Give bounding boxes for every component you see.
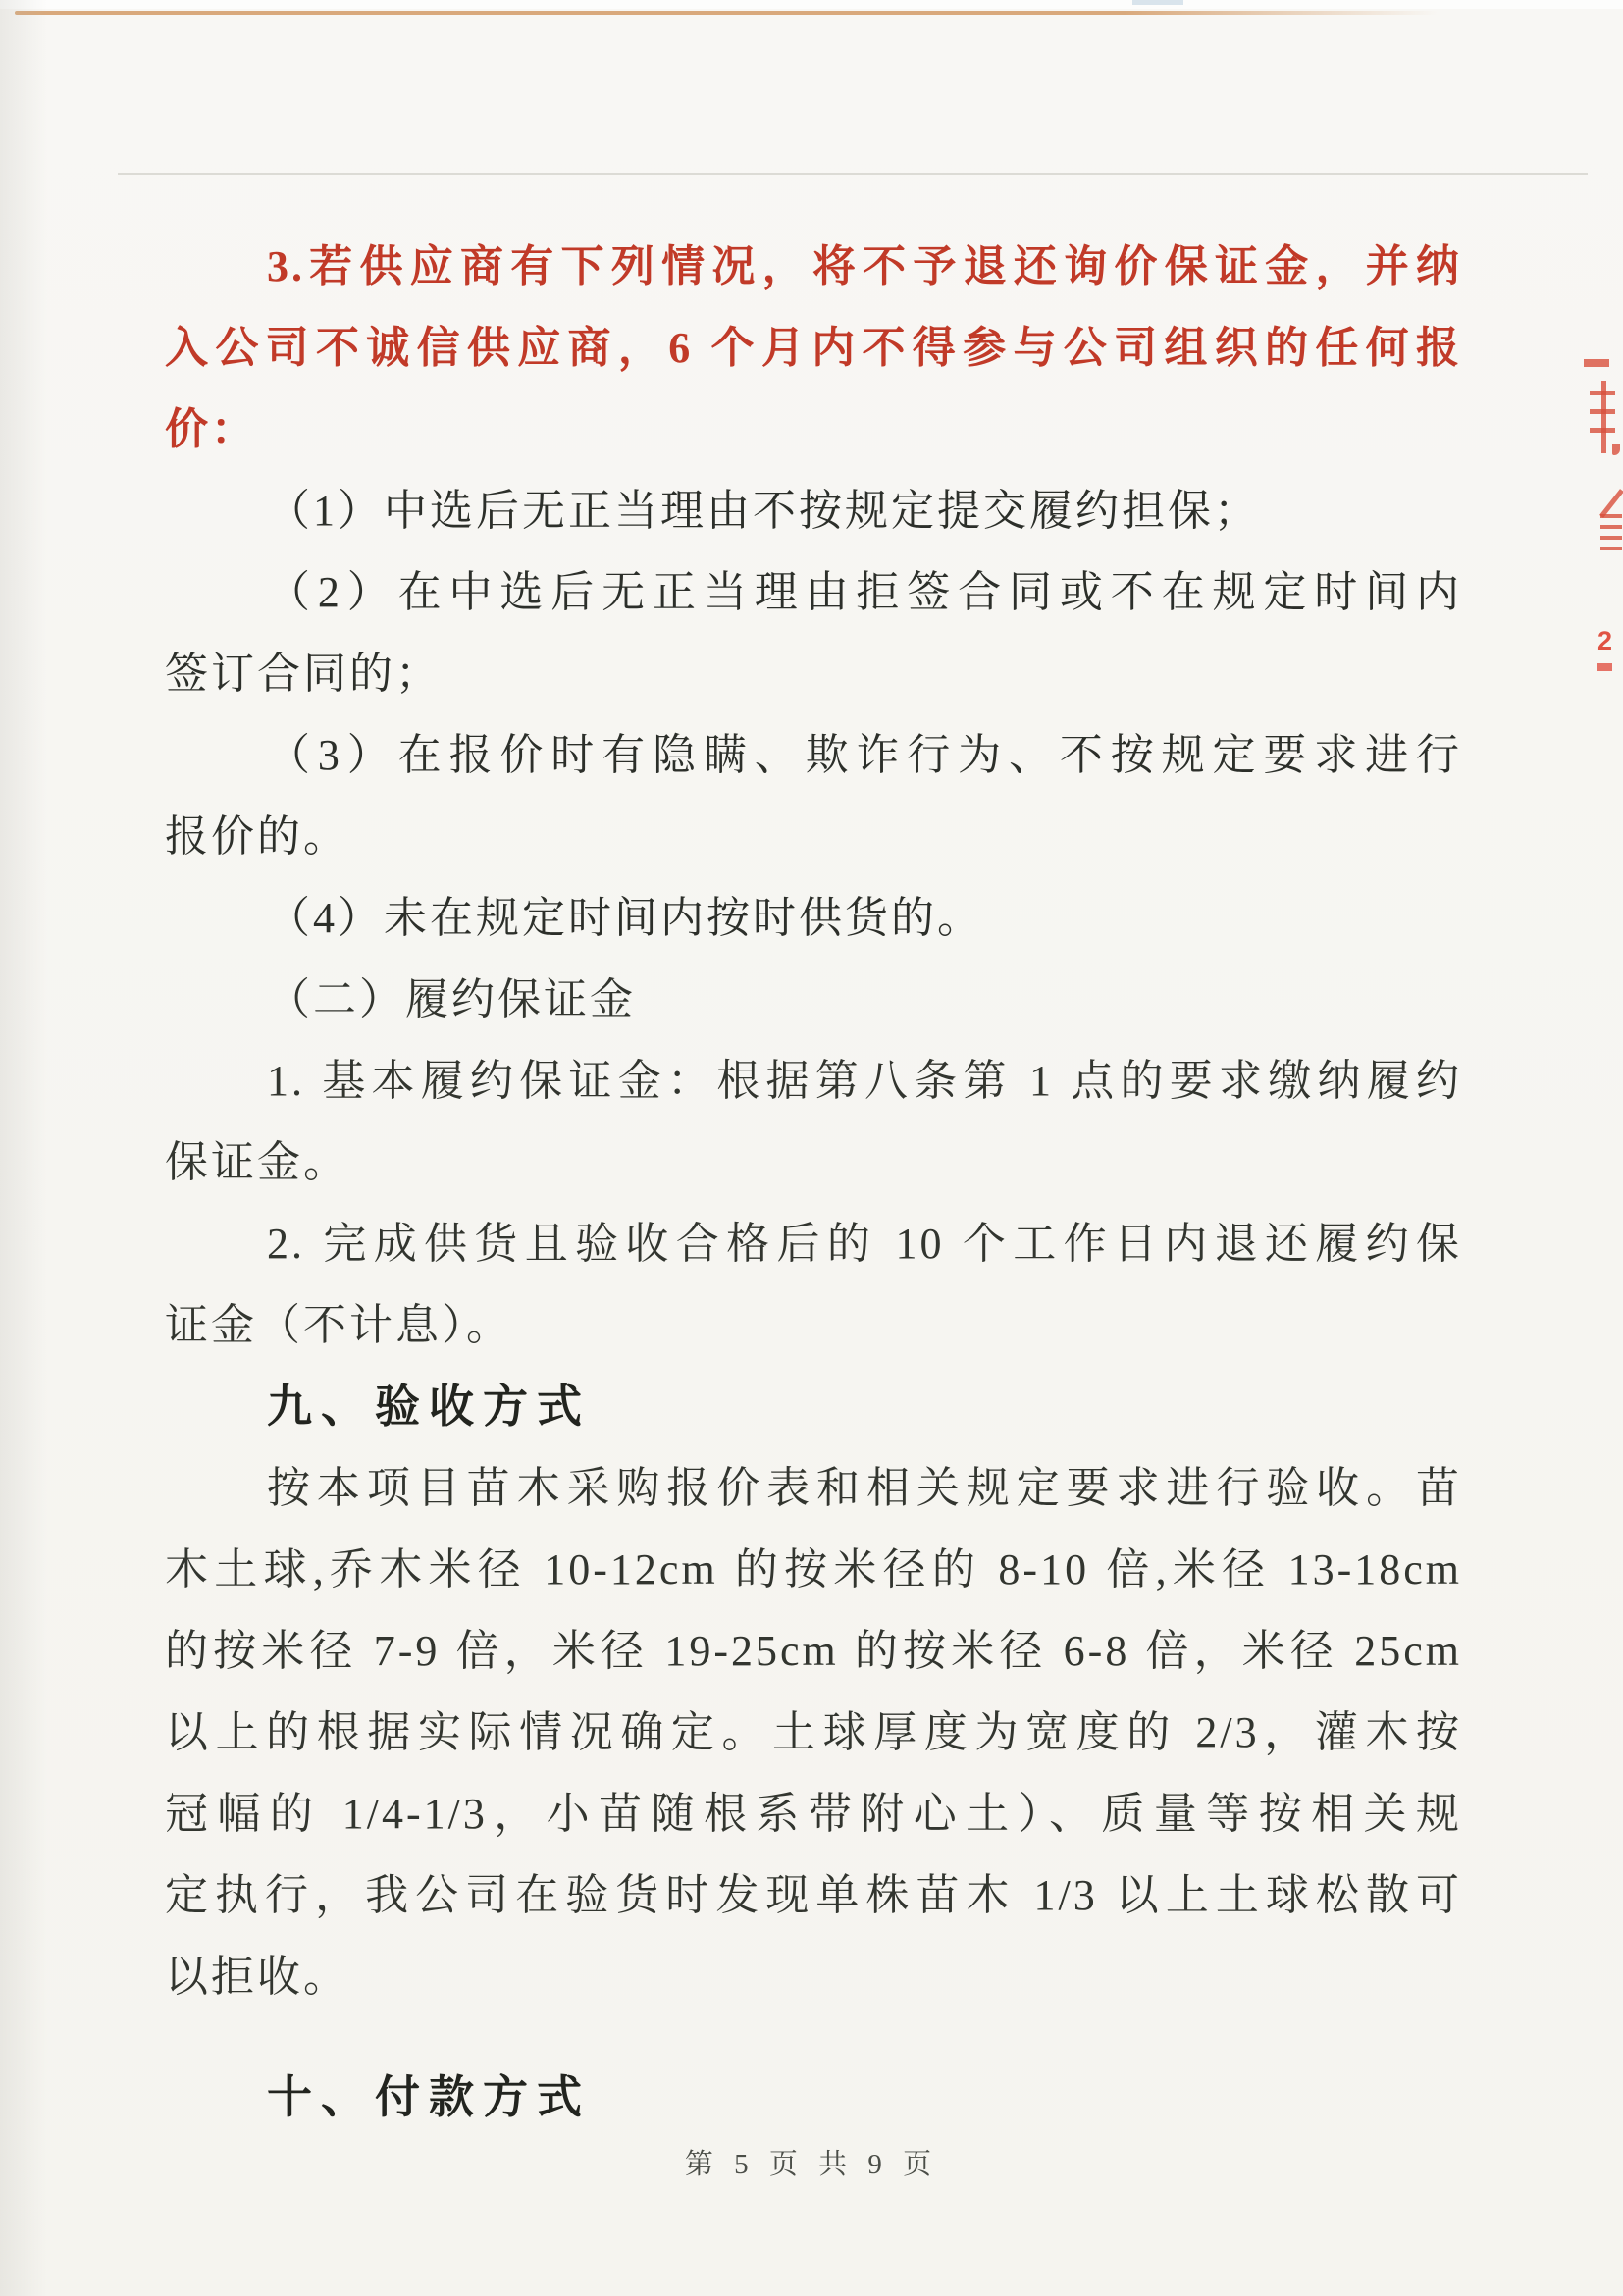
text-line: 冠幅的 1/4-1/3，小苗随根系带附心土）、质量等按相关规 xyxy=(165,1790,1462,1838)
scan-edge-shadow xyxy=(0,0,47,2296)
text-line: 证金（不计息）。 xyxy=(165,1301,512,1349)
text-line: 2. 完成供货且验收合格后的 10 个工作日内退还履约保 xyxy=(267,1220,1462,1268)
text-line: 的按米径 7-9 倍，米径 19-25cm 的按米径 6-8 倍，米径 25cm xyxy=(165,1627,1462,1675)
list-item-2: （2）在中选后无正当理由拒签合同或不在规定时间内 xyxy=(267,568,1462,616)
red-seal-fragment-icon xyxy=(1582,357,1623,459)
text-line: 保证金。 xyxy=(165,1138,349,1186)
text-line: 按本项目苗木采购报价表和相关规定要求进行验收。苗 xyxy=(267,1464,1462,1512)
text-line: 1. 基本履约保证金：根据第八条第 1 点的要求缴纳履约 xyxy=(267,1057,1462,1105)
red-seal-fragment-icon xyxy=(1596,487,1623,559)
red-edge-number xyxy=(1596,626,1623,677)
accent-line xyxy=(15,11,1438,15)
scan-top-strip xyxy=(0,0,1623,9)
list-item-1: （1）中选后无正当理由不按规定提交履约担保； xyxy=(267,487,1260,535)
text-line: 木土球,乔木米径 10-12cm 的按米径的 8-10 倍,米径 13-18cm xyxy=(165,1545,1462,1593)
text-line: 以上的根据实际情况确定。土球厚度为宽度的 2/3，灌木按 xyxy=(165,1708,1462,1756)
section-heading-payment: 十、付款方式 xyxy=(267,2071,591,2122)
page-number: 第 5 页 共 9 页 xyxy=(684,2149,939,2180)
text-line: 定执行，我公司在验货时发现单株苗木 1/3 以上土球松散可 xyxy=(165,1871,1462,1919)
red-notice-line: 价： xyxy=(165,405,257,453)
red-notice-line: 入公司不诚信供应商，6 个月内不得参与公司组织的任何报 xyxy=(165,324,1462,372)
red-edge-number-text: 2 xyxy=(1597,626,1613,655)
red-notice-line: 3.若供应商有下列情况，将不予退还询价保证金，并纳 xyxy=(267,242,1462,290)
subsection-title: （二）履约保证金 xyxy=(267,975,636,1023)
document-body xyxy=(165,226,1462,2138)
ruled-hairline xyxy=(118,173,1588,175)
section-heading-acceptance: 九、验收方式 xyxy=(267,1381,591,1432)
text-line: 以拒收。 xyxy=(165,1953,349,2001)
list-item-3: （3）在报价时有隐瞒、欺诈行为、不按规定要求进行 xyxy=(267,731,1462,779)
text-line: 签订合同的； xyxy=(165,650,442,698)
list-item-4: （4）未在规定时间内按时供货的。 xyxy=(267,894,983,942)
text-line: 报价的。 xyxy=(165,812,349,861)
scan-artifact-blue xyxy=(1132,0,1183,5)
